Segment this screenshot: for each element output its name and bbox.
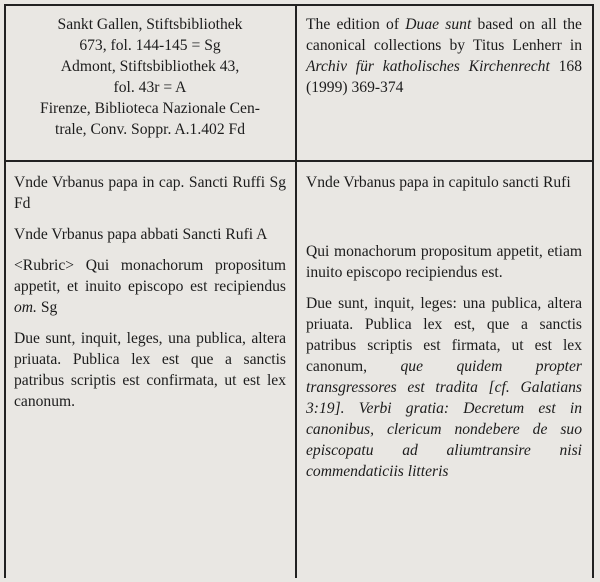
journal-title: Archiv für katholisches Kirchenrecht xyxy=(306,58,550,75)
column-divider xyxy=(295,4,297,578)
edition-text: Due sunt, inquit, leges: una publica, altera priuata. Publica lex est, que a sanctis patribus scriptis est firmata, ut est lex canonum, que quidem propter transgressores est tradita [cf. Galatians 3:19]. Verbi gratia: Decretum est in canonibus, clericum nondebere de suo episcopatu ad aliumtransire nisi commendaticiis litteris xyxy=(306,295,582,480)
edition-description: The edition of Duae sunt based on all the canonical collections by Titus Lenherr in Archiv für katholisches Kirchenrecht 168 (1999) 369-374 xyxy=(306,16,582,96)
work-title: Duae sunt xyxy=(405,16,472,33)
edition-readings xyxy=(306,172,582,482)
sigla-line: trale, Conv. Soppr. A.1.402 Fd xyxy=(54,121,246,138)
sigla-line: Admont, Stiftsbibliothek 43, xyxy=(60,58,240,75)
edition-inscription: Vnde Vrbanus papa in capitulo sancti Rufi xyxy=(306,174,571,191)
manuscript-sigla xyxy=(14,14,286,140)
reading-rubric: <Rubric> Qui monachorum propositum appetit, et inuito episcopo est recipiendus om. Sg xyxy=(14,257,286,316)
reading-inscription-a: Vnde Vrbanus papa abbati Sancti Rufi A xyxy=(14,226,268,243)
sigla-line: 673, fol. 144-145 = Sg xyxy=(79,37,221,54)
table-border-top xyxy=(4,4,594,6)
table-border-right xyxy=(592,4,594,578)
reading-inscription-sg-fd: Vnde Vrbanus papa in cap. Sancti Ruffi Sg Fd xyxy=(14,174,286,212)
manuscript-readings xyxy=(14,172,286,412)
table-border-left xyxy=(4,4,6,578)
comparison-table xyxy=(4,4,594,578)
sigla-line: Firenze, Biblioteca Nazionale Cen- xyxy=(40,100,260,117)
reading-text: Due sunt, inquit, leges, una publica, altera priuata. Publica lex est que a sanctis patribus scriptis est confirmata, ut est lex canonum. xyxy=(14,330,286,410)
edition-rubric: Qui monachorum propositum appetit, etiam inuito episcopo recipiendus est. xyxy=(306,243,582,281)
header-row-divider xyxy=(4,160,594,162)
sigla-line: Sankt Gallen, Stiftsbibliothek xyxy=(57,16,243,33)
sigla-line: fol. 43r = A xyxy=(113,79,187,96)
